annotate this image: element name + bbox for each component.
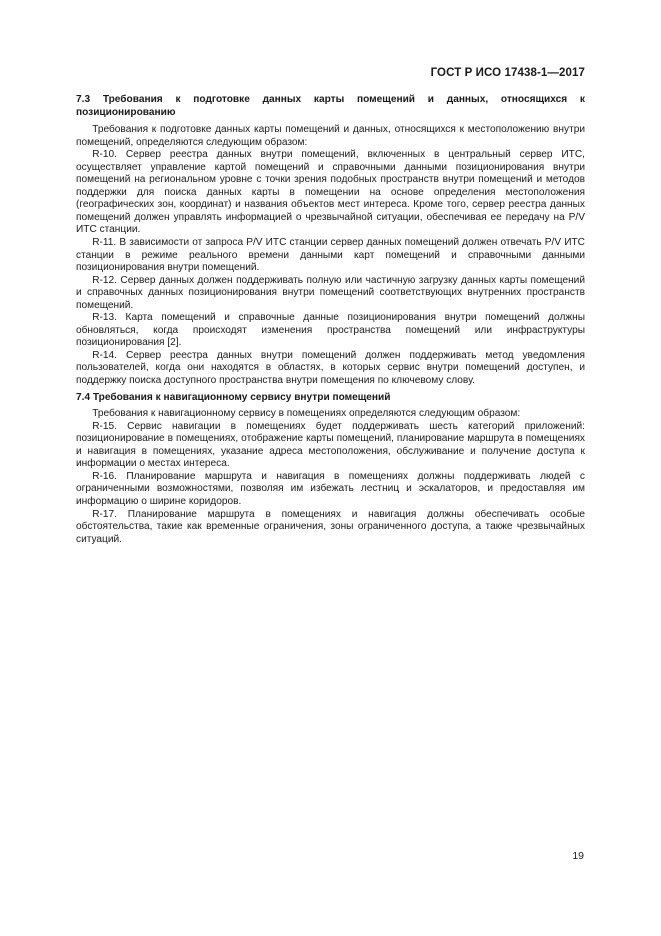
section-7-4-heading xyxy=(76,392,585,405)
standard-code-header: ГОСТ Р ИСО 17438-1—2017 xyxy=(430,67,585,79)
section-7-3-intro: Требования к подготовке данных карты помещений и данных, относящихся к местоположению внутри помещений, определяются следующим образом: xyxy=(76,124,585,148)
requirement-r12: R-12. Сервер данных должен поддерживать полную или частичную загрузку данных карты помещений и справочных данных позиционирования внутри помещений соответствующих внутренних пространств помещений. xyxy=(76,274,585,311)
page-body xyxy=(76,94,585,546)
section-7-3-heading: 7.3 Требования к подготовке данных карты помещений и данных, относящихся к позиционированию xyxy=(76,94,585,118)
requirement-r16: R-16. Планирование маршрута и навигация в помещениях должны поддерживать людей с ограниченными возможностями, позволяя им избежать лестниц и эскалаторов, и предоставляя им информацию о ширине коридоров. xyxy=(76,470,585,507)
section-7-4-heading-text: 7.4 Требования к навигационному сервису внутри помещений xyxy=(76,391,391,403)
page-number: 19 xyxy=(572,850,584,862)
requirement-r15: R-15. Сервис навигации в помещениях будет поддерживать шесть категорий приложений: позиционирование в помещениях, отображение карты помещений, планирование маршрута в помещениях и навигация в помещениях, указание адреса местоположения, обслуживание и получение доступа к информации о местах интереса. xyxy=(76,420,585,470)
requirement-r14: R-14. Сервер реестра данных внутри помещений должен поддерживать метод уведомления пользователей, когда они находятся в областях, в которых сервис внутри помещений доступен, и поддержку поиска доступного пространства внутри помещения по ключевому слову. xyxy=(76,349,585,387)
requirement-r17: R-17. Планирование маршрута в помещениях и навигация должны обеспечивать особые обстоятельства, такие как временные ограничения, зоны ограниченного доступа, а также чрезвычайных ситуаций. xyxy=(76,508,585,545)
requirement-r10: R-10. Сервер реестра данных внутри помещений, включенных в центральный сервер ИТС, осуществляет управление картой помещений и справочными данными позиционирования внутри помещений на региональном уровне с точки зрения подобных пространств внутри помещений и методов поддержки для поиска данных карты в помещении на основе определения местоположения (географических зон, координат) и названия объектов мест интереса. Кроме того, сервер реестра данных помещений должен управлять информацией о чрезвычайной ситуации, обеспечивая ее передачу на P/V ИТС станции. xyxy=(76,149,585,236)
requirement-r13: R-13. Карта помещений и справочные данные позиционирования внутри помещений должны обновляться, когда происходят изменения пространства помещений или инфраструктуры позиционирования [2]. xyxy=(76,312,585,349)
section-7-4-intro: Требования к навигационному сервису в помещениях определяются следующим образом: xyxy=(92,408,521,420)
requirement-r11: R-11. В зависимости от запроса P/V ИТС станции сервер данных помещений должен отвечать P/V ИТС станции в режиме реального времени данными карт помещений и справочными данными позиционирования внутри помещений. xyxy=(76,237,585,274)
